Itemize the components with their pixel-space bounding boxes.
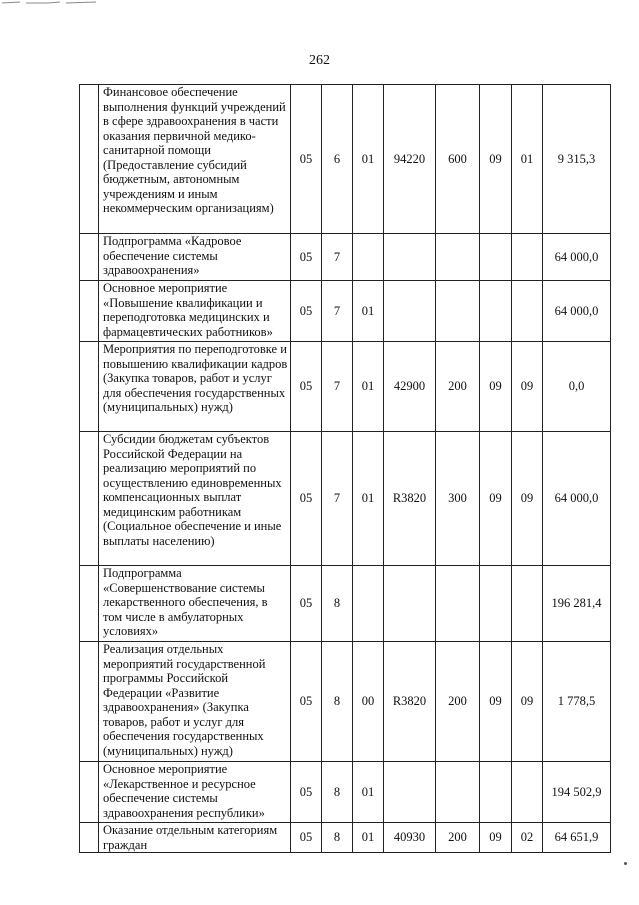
code-cell: 05 [291, 342, 322, 432]
row-name: Финансовое обеспечение выполнения функций учреждений в сфере здравоохранения в части оказания первичной медико-санитарной помощи (Предоставление субсидий бюджетным, автономным учреждениям и иным некоммерческим организациям) [99, 85, 291, 234]
code-cell: 05 [291, 642, 322, 762]
code-cell [384, 566, 436, 642]
table-row [80, 762, 611, 823]
code-cell: 02 [512, 823, 543, 853]
table-row [80, 566, 611, 642]
header-scan-mark [0, 0, 100, 6]
index-cell [80, 642, 99, 762]
index-cell [80, 234, 99, 281]
code-cell: 05 [291, 234, 322, 281]
code-cell: 05 [291, 281, 322, 342]
code-cell [480, 234, 512, 281]
code-cell: 40930 [384, 823, 436, 853]
index-cell [80, 566, 99, 642]
amount-cell: 194 502,9 [543, 762, 611, 823]
code-cell [480, 281, 512, 342]
code-cell: 01 [353, 281, 384, 342]
code-cell [512, 234, 543, 281]
code-cell [384, 234, 436, 281]
table-row [80, 281, 611, 342]
table-row [80, 342, 611, 432]
code-cell: 09 [512, 642, 543, 762]
code-cell: 09 [480, 342, 512, 432]
row-name: Основное мероприятие «Повышение квалификации и переподготовка медицинских и фармацевтических работников» [99, 281, 291, 342]
code-cell: 05 [291, 762, 322, 823]
row-name: Основное мероприятие «Лекарственное и ресурсное обеспечение системы здравоохранения республики» [99, 762, 291, 823]
code-cell: 8 [322, 642, 353, 762]
code-cell [480, 762, 512, 823]
table-row [80, 85, 611, 234]
code-cell: 8 [322, 762, 353, 823]
code-cell: 01 [353, 432, 384, 566]
code-cell: 8 [322, 823, 353, 853]
code-cell: 00 [353, 642, 384, 762]
amount-cell: 1 778,5 [543, 642, 611, 762]
code-cell [436, 234, 480, 281]
code-cell [384, 762, 436, 823]
code-cell: 01 [353, 342, 384, 432]
code-cell: 09 [512, 432, 543, 566]
code-cell: 7 [322, 234, 353, 281]
code-cell [384, 281, 436, 342]
code-cell: 09 [480, 642, 512, 762]
code-cell: R3820 [384, 432, 436, 566]
code-cell: 300 [436, 432, 480, 566]
index-cell [80, 281, 99, 342]
index-cell [80, 342, 99, 432]
code-cell: 600 [436, 85, 480, 234]
code-cell [512, 566, 543, 642]
table-row [80, 432, 611, 566]
code-cell: 42900 [384, 342, 436, 432]
amount-cell: 64 000,0 [543, 234, 611, 281]
code-cell: 09 [512, 342, 543, 432]
amount-cell: 0,0 [543, 342, 611, 432]
code-cell: 05 [291, 823, 322, 853]
code-cell: 09 [480, 823, 512, 853]
amount-cell: 64 000,0 [543, 281, 611, 342]
code-cell: R3820 [384, 642, 436, 762]
index-cell [80, 823, 99, 853]
code-cell: 7 [322, 432, 353, 566]
code-cell [436, 566, 480, 642]
row-name: Мероприятия по переподготовке и повышению квалификации кадров (Закупка товаров, работ и услуг для обеспечения государственных (муниципальных) нужд) [99, 342, 291, 432]
code-cell: 01 [512, 85, 543, 234]
budget-table [79, 84, 611, 853]
index-cell [80, 762, 99, 823]
amount-cell: 9 315,3 [543, 85, 611, 234]
row-name: Оказание отдельным категориям граждан [99, 823, 291, 853]
code-cell: 200 [436, 342, 480, 432]
amount-cell: 196 281,4 [543, 566, 611, 642]
code-cell: 09 [480, 85, 512, 234]
code-cell [480, 566, 512, 642]
scan-speck [624, 862, 627, 865]
code-cell [436, 281, 480, 342]
row-name: Подпрограмма «Совершенствование системы лекарственного обеспечения, в том числе в амбулаторных условиях» [99, 566, 291, 642]
code-cell: 01 [353, 85, 384, 234]
code-cell: 200 [436, 823, 480, 853]
index-cell [80, 432, 99, 566]
code-cell: 09 [480, 432, 512, 566]
code-cell [512, 762, 543, 823]
code-cell: 200 [436, 642, 480, 762]
table-row [80, 642, 611, 762]
code-cell: 05 [291, 432, 322, 566]
code-cell: 7 [322, 281, 353, 342]
code-cell: 01 [353, 762, 384, 823]
amount-cell: 64 651,9 [543, 823, 611, 853]
row-name: Подпрограмма «Кадровое обеспечение системы здравоохранения» [99, 234, 291, 281]
code-cell: 7 [322, 342, 353, 432]
index-cell [80, 85, 99, 234]
row-name: Субсидии бюджетам субъектов Российской Федерации на реализацию мероприятий по осуществлению единовременных компенсационных выплат медицинским работникам (Социальное обеспечение и иные выплаты населению) [99, 432, 291, 566]
code-cell [353, 234, 384, 281]
code-cell: 6 [322, 85, 353, 234]
code-cell: 05 [291, 566, 322, 642]
row-name: Реализация отдельных мероприятий государственной программы Российской Федерации «Развитие здравоохранения» (Закупка товаров, работ и услуг для обеспечения государственных (муниципальных) нужд) [99, 642, 291, 762]
code-cell: 8 [322, 566, 353, 642]
code-cell: 94220 [384, 85, 436, 234]
code-cell: 01 [353, 823, 384, 853]
code-cell [436, 762, 480, 823]
code-cell [512, 281, 543, 342]
code-cell [353, 566, 384, 642]
code-cell: 05 [291, 85, 322, 234]
page-number: 262 [309, 53, 330, 68]
table-row [80, 234, 611, 281]
amount-cell: 64 000,0 [543, 432, 611, 566]
table-row [80, 823, 611, 853]
